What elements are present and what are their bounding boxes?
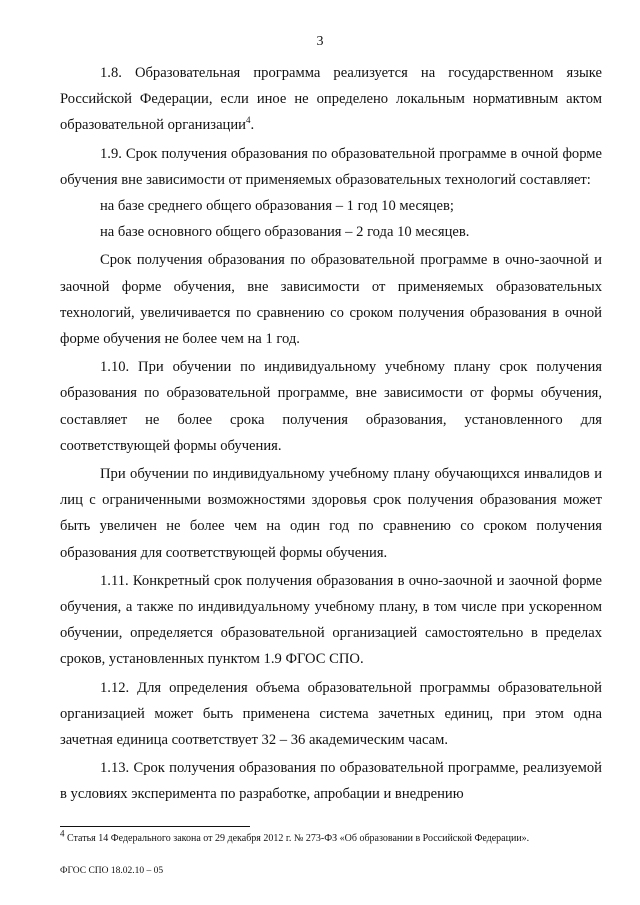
footnote-marker: 4 bbox=[60, 828, 65, 839]
footnote-reference: 4 bbox=[245, 115, 251, 126]
paragraph-disabled-students: При обучении по индивидуальному учебному плану обучающихся инвалидов и лиц с ограниченными возможностями здоровья срок получения образования может быть увеличен не более чем на один год по сравнению со сроком получения образования для соответствующей формы обучения. bbox=[60, 466, 602, 561]
footnote bbox=[60, 828, 620, 845]
paragraph-part-time: Срок получения образования по образовательной программе в очно-заочной и заочной форме обучения, вне зависимости от применяемых образовательных технологий, увеличивается по сравнению со сроком получения образования в очной форме обучения не более чем на 1 год. bbox=[60, 252, 602, 348]
paragraph-basic-base: на базе основного общего образования – 2 года 10 месяцев. bbox=[100, 224, 470, 241]
paragraph-secondary-base: на базе среднего общего образования – 1 год 10 месяцев; bbox=[100, 198, 454, 215]
paragraph-1-10: 1.10. При обучении по индивидуальному учебному плану срок получения образования по образовательной программе, вне зависимости от формы обучения, составляет не более срока получения образования, установленного для соответствующей формы обучения. bbox=[60, 359, 602, 454]
footnote-text: Статья 14 Федерального закона от 29 декабря 2012 г. № 273-ФЗ «Об образовании в Российской Федерации». bbox=[64, 833, 530, 844]
paragraph-1-11: 1.11. Конкретный срок получения образования в очно-заочной и заочной форме обучения, а также по индивидуальному учебному плану, в том числе при ускоренном обучении, определяется образовательной организацией самостоятельно в пределах сроков, установленных пунктом 1.9 ФГОС СПО. bbox=[60, 572, 602, 668]
body-text bbox=[60, 60, 602, 808]
paragraph-1-9: 1.9. Срок получения образования по образовательной программе в очной форме обучения вне зависимости от применяемых образовательных технологий составляет: bbox=[60, 145, 602, 188]
footnote-divider bbox=[60, 826, 250, 827]
document-code: ФГОС СПО 18.02.10 – 05 bbox=[60, 866, 164, 876]
paragraph-1-12: 1.12. Для определения объема образовательной программы образовательной организацией может быть применена система зачетных единиц, при этом одна зачетная единица соответствует 32 – 36 академическим часам. bbox=[60, 679, 602, 749]
paragraph-1-8: 1.8. Образовательная программа реализуется на государственном языке Российской Федерации, если иное не определено локальным нормативным актом образовательной организации$^4$. bbox=[60, 65, 602, 134]
paragraph-1-13: 1.13. Срок получения образования по образовательной программе, реализуемой в условиях эксперимента по разработке, апробации и внедрению bbox=[60, 760, 602, 803]
page-number: 3 bbox=[316, 34, 324, 49]
